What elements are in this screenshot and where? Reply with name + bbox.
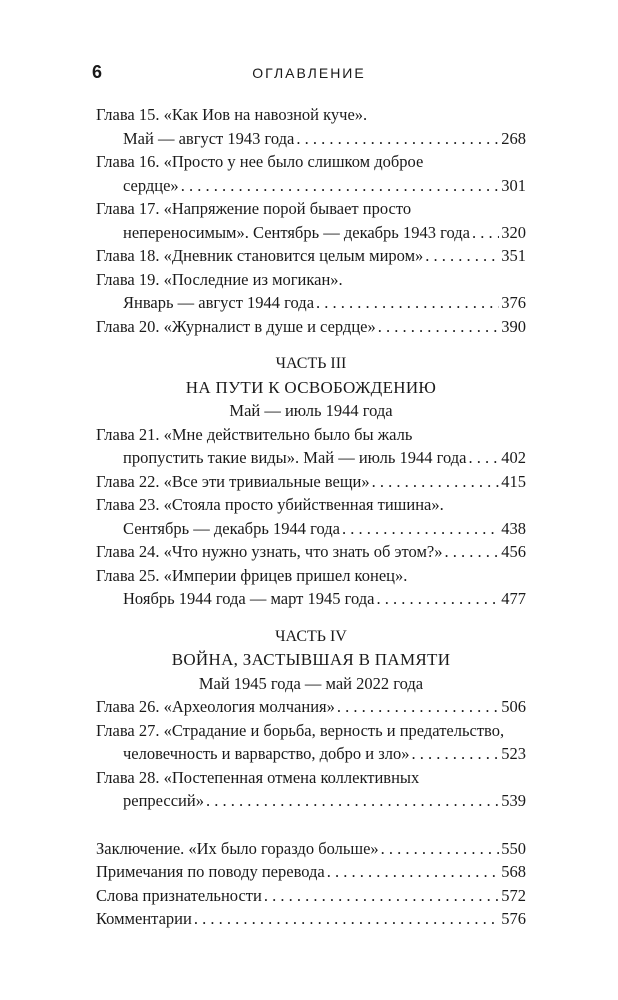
- entry-page: 477: [501, 589, 526, 608]
- entry-page: 572: [501, 885, 526, 905]
- toc-entry-translation-notes[interactable]: [96, 860, 526, 884]
- toc-entry-chapter-20[interactable]: [96, 315, 526, 339]
- entry-title: Глава 16. «Просто у нее было слишком доброе: [96, 152, 424, 171]
- entry-page: 320: [501, 222, 526, 242]
- toc-entry-chapter-21[interactable]: [96, 423, 526, 470]
- toc-entry-chapter-25[interactable]: [96, 564, 526, 611]
- running-title: ОГЛАВЛЕНИЕ: [252, 65, 366, 81]
- toc-entry-chapter-26[interactable]: [96, 695, 526, 719]
- entry-subtitle: человечность и варварство, добро и зло»: [123, 744, 410, 763]
- entry-page: 506: [501, 697, 526, 716]
- entry-page: 402: [501, 448, 526, 467]
- entry-title: Комментарии: [96, 909, 192, 928]
- entry-title: Глава 21. «Мне действительно было бы жаль: [96, 424, 413, 444]
- entry-page: 268: [501, 128, 526, 148]
- entry-title: Заключение. «Их было гораздо больше»: [96, 838, 379, 858]
- toc-entry-chapter-23[interactable]: [96, 493, 526, 540]
- entry-title: Глава 20. «Журналист в душе и сердце»: [96, 316, 376, 336]
- part-heading-3: [96, 352, 526, 423]
- page-number: 6: [92, 62, 103, 82]
- part-name: НА ПУТИ К ОСВОБОЖДЕНИЮ: [185, 377, 437, 397]
- part-dates: Май 1945 года — май 2022 года: [198, 673, 424, 693]
- toc-entry-chapter-28[interactable]: [96, 766, 526, 813]
- part-label: ЧАСТЬ IV: [275, 627, 347, 645]
- toc-entry-chapter-24[interactable]: [96, 540, 526, 564]
- entry-page: 539: [501, 791, 526, 810]
- page-header: [0, 62, 618, 88]
- entry-subtitle: пропустить такие виды». Май — июль 1944 года: [123, 448, 467, 467]
- entry-title: Примечания по поводу перевода: [96, 862, 325, 881]
- entry-subtitle: Январь — август 1944 года: [123, 293, 315, 312]
- entry-title: Глава 23. «Стояла просто убийственная тишина».: [96, 495, 444, 514]
- entry-page: 456: [501, 542, 526, 561]
- entry-page: 415: [501, 471, 526, 491]
- entry-title: Глава 24. «Что нужно узнать, что знать об этом?»: [96, 542, 443, 561]
- entry-page: 568: [501, 862, 526, 881]
- entry-title: Глава 28. «Постепенная отмена коллективных: [96, 767, 420, 787]
- toc-entry-conclusion[interactable]: [96, 837, 526, 861]
- entry-subtitle: непереносимым». Сентябрь — декабрь 1943 года: [123, 222, 470, 242]
- entry-title: Глава 17. «Напряжение порой бывает просто: [96, 199, 412, 218]
- entry-page: 438: [501, 518, 526, 538]
- toc-entry-chapter-17[interactable]: [96, 197, 526, 244]
- entry-subtitle: Сентябрь — декабрь 1944 года: [123, 518, 340, 538]
- entry-title: Глава 22. «Все эти тривиальные вещи»: [96, 471, 370, 491]
- toc-entry-comments[interactable]: [96, 907, 526, 931]
- toc-entry-chapter-18[interactable]: [96, 244, 526, 268]
- entry-title: Глава 15. «Как Иов на навозной куче».: [96, 105, 368, 124]
- toc-entry-chapter-27[interactable]: [96, 719, 526, 766]
- entry-page: 351: [501, 246, 526, 265]
- table-of-contents: [96, 103, 526, 931]
- entry-title: Глава 25. «Империи фрицев пришел конец».: [96, 565, 408, 585]
- toc-entry-chapter-15[interactable]: [96, 103, 526, 150]
- part-label: ЧАСТЬ III: [275, 355, 347, 372]
- part-name: ВОЙНА, ЗАСТЫВШАЯ В ПАМЯТИ: [171, 650, 451, 669]
- entry-title: Глава 19. «Последние из могикан».: [96, 269, 343, 289]
- entry-page: 523: [501, 744, 526, 763]
- entry-subtitle: репрессий»: [123, 791, 204, 810]
- toc-entry-chapter-16[interactable]: [96, 150, 526, 197]
- section-gap: [96, 813, 526, 837]
- entry-title: Глава 18. «Дневник становится целым миром»: [96, 246, 424, 265]
- entry-subtitle: сердце»: [123, 175, 179, 195]
- entry-title: Глава 26. «Археология молчания»: [96, 697, 335, 716]
- entry-subtitle: Ноябрь 1944 года — март 1945 года: [123, 589, 375, 608]
- entry-subtitle: Май — август 1943 года: [123, 128, 295, 148]
- toc-entry-chapter-22[interactable]: [96, 470, 526, 494]
- entry-page: 576: [501, 909, 526, 928]
- entry-title: Слова признательности: [96, 885, 262, 905]
- part-heading-4: [96, 625, 526, 696]
- toc-entry-chapter-19[interactable]: [96, 268, 526, 315]
- entry-page: 376: [501, 293, 526, 312]
- entry-title: Глава 27. «Страдание и борьба, верность и предательство,: [96, 720, 505, 740]
- part-dates: Май — июль 1944 года: [229, 401, 393, 420]
- entry-page: 550: [501, 838, 526, 858]
- toc-entry-acknowledgements[interactable]: [96, 884, 526, 908]
- entry-page: 301: [501, 175, 526, 195]
- entry-page: 390: [501, 316, 526, 336]
